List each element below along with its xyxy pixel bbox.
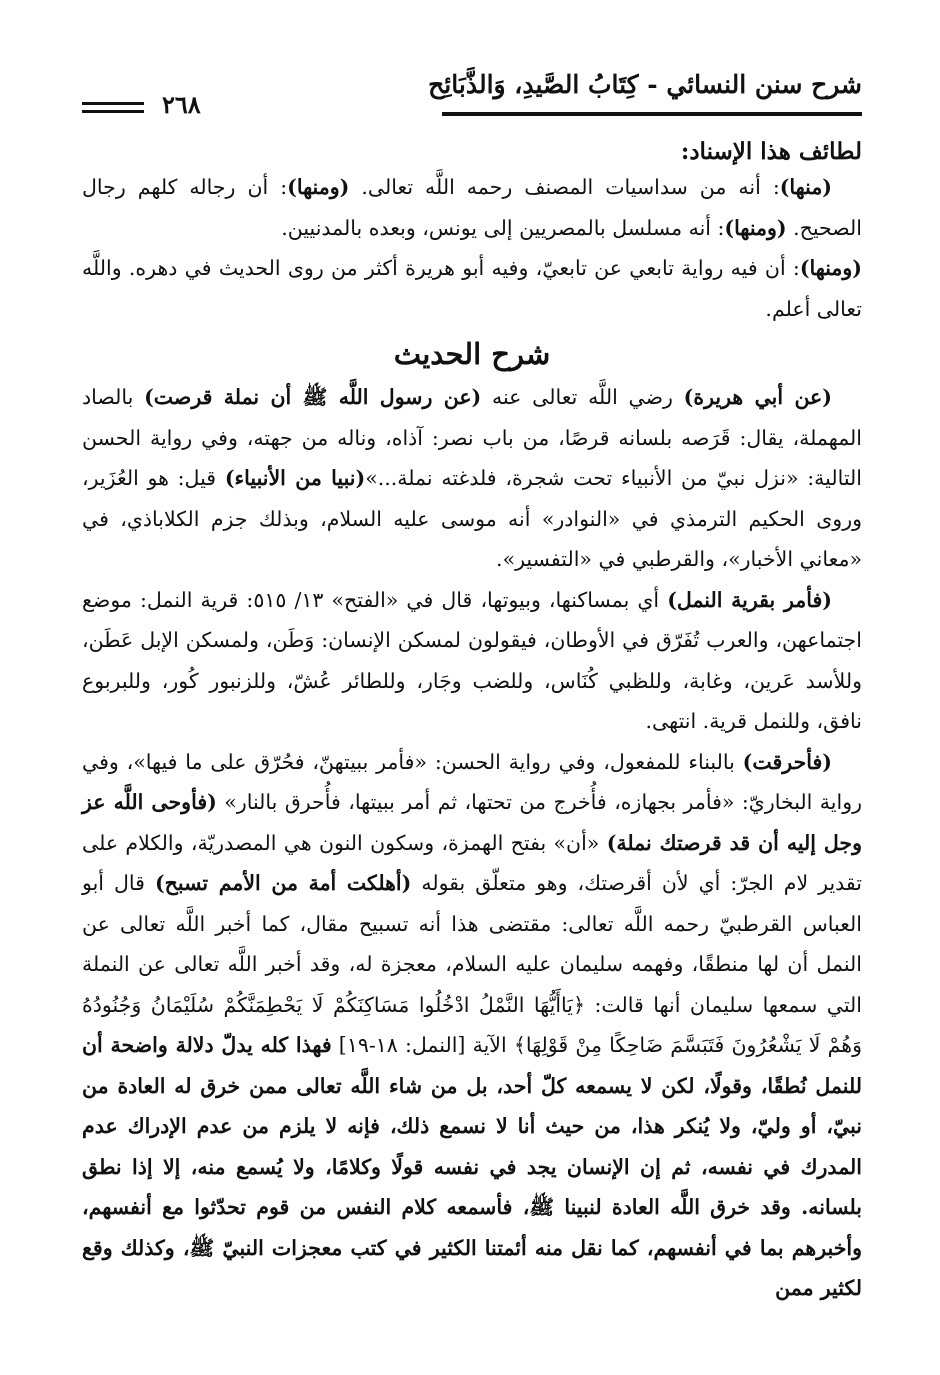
- sharh-heading: شرح الحديث: [393, 337, 551, 371]
- bold-term: (عن أبي هريرة): [683, 385, 832, 409]
- paragraph-text: بالصاد المهملة، يقال: قَرَصه بلسانه قرصًا، من باب نصر: آذاه، وناله من جهته، وفي رواية الحسن التالية: «نزل نبيّ من الأنبياء تحت شجرة، فلدغته نملة...»: [82, 385, 862, 490]
- lataif-paragraph-1: [82, 167, 862, 248]
- paragraph-text: قيل: هو العُزَير، وروى الحكيم الترمذي في «النوادر» أنه موسى عليه السلام، وبذلك جزم الكلاباذي، في «معاني الأخبار»، والقرطبي في «التفسير».: [82, 466, 862, 571]
- paragraph-text: «أن» بفتح الهمزة، وسكون النون هي المصدريّة، والكلام على تقدير لام الجرّ: أي لأن أقرصتك، وهو متعلّق بقوله: [82, 830, 862, 895]
- running-title: شرح سنن النسائي - كِتَابُ الصَّيدِ، وَالذَّبَائِح: [428, 70, 862, 99]
- sharh-paragraph-3: [82, 742, 862, 1309]
- bold-term: (ومنها): [724, 215, 787, 240]
- bold-term: (ومنها): [287, 175, 350, 199]
- paragraph-text: : أنه من سداسيات المصنف رحمه اللَّه تعالى.: [349, 175, 780, 199]
- bold-term: (أهلكت أمة من الأمم تسبح): [154, 871, 412, 895]
- paragraph-text: الآية [النمل: ١٨-١٩]: [331, 1033, 514, 1057]
- paragraph-text: : أن رجاله كلهم رجال الصحيح.: [82, 175, 862, 240]
- paragraph-text: : أنه مسلسل بالمصريين إلى يونس، وبعده بالمدنيين.: [281, 215, 725, 240]
- quran-verse: ﴿يَاأَيُّهَا النَّمْلُ ادْخُلُوا مَسَاكِنَكُمْ لَا يَحْطِمَنَّكُمْ سُلَيْمَانُ وَجُنُودُهُ وَهُمْ لَا يَشْعُرُونَ فَتَبَسَّمَ ضَاحِكًا مِنْ قَوْلِهَا﴾: [82, 992, 863, 1057]
- paragraph-text: أي بمساكنها، وبيوتها، قال في «الفتح» ١٣/ ٥١٥: قرية النمل: موضع اجتماعهن، والعرب تُفَرّق في الأوطان، فيقولون لمسكن الإنسان: وَطَن، ولمسكن الإبل عَطَن، وللأسد عَرين، وغابة، وللظبي كُنَاس، وللضب وجَار، وللطائر عُشّ، وللزنبور كُور، وللبربوع نافق، وللنمل قرية. انتهى.: [82, 587, 862, 733]
- bold-term: (فأوحى اللَّه عز وجل إليه أن قد قرصتك نملة): [82, 790, 862, 855]
- lataif-heading: لطائف هذا الإسناد:: [680, 138, 862, 165]
- paragraph-text: رضي اللَّه تعالى عنه: [481, 385, 684, 409]
- page-number-rule-bottom: [82, 110, 144, 113]
- page-body: [82, 138, 862, 1309]
- bold-term: (ومنها): [799, 256, 862, 280]
- sharh-paragraph-2: [82, 580, 862, 742]
- page-number-rule-top: [82, 102, 144, 105]
- page-number: ٢٦٨: [162, 90, 201, 119]
- bold-term: فهذا كله يدلّ دلالة واضحة أن للنمل نُطقًا، وقولًا، لكن لا يسمعه كلّ أحد، بل من شاء اللَّه تعالى ممن خرق له العادة من نبيّ، أو وليّ، ولا يُنكر هذا، من حيث أنا لا نسمع ذلك، فإنه لا يلزم من عدم الإدراك عدم المدرك في نفسه، ثم إن الإنسان يجد في نفسه قولًا وكلامًا، ولا يُسمع منه، إلا إذا نطق بلسانه. وقد خرق اللَّه العادة لنبينا ﷺ، فأسمعه كلام النفس من قوم تحدّثوا مع أنفسهم، وأخبرهم بما في أنفسهم، كما نقل منه أئمتنا الكثير في كتب معجزات النبيّ ﷺ، وكذلك وقع لكثير ممن: [82, 1033, 862, 1300]
- bold-term: (فأمر بقرية النمل): [667, 587, 832, 612]
- paragraph-text: قال أبو العباس القرطبيّ رحمه اللَّه تعالى: مقتضى هذا أنه تسبيح مقال، كما أخبر اللَّه تعالى عن النمل أن لها منطقًا، وفهمه سليمان عليه السلام، معجزة له، وقد أخبر اللَّه تعالى عن النملة التي سمعها سليمان أنها قالت:: [82, 871, 863, 1017]
- sharh-paragraph-1: [82, 377, 862, 580]
- header-rule: [442, 112, 862, 116]
- bold-term: (عن رسول اللَّه ﷺ أن نملة قرصت): [144, 385, 482, 409]
- paragraph-text: بالبناء للمفعول، وفي رواية الحسن: «فأمر ببيتهنّ، فحُرّق على ما فيها»، وفي رواية البخاريّ: «فأمر بجهازه، فأُخرج من تحتها، ثم أمر ببيتها، فأُحرق بالنار»: [82, 749, 862, 814]
- page-header: [82, 62, 862, 122]
- bold-term: (منها): [779, 175, 832, 199]
- paragraph-text: : أن فيه رواية تابعي عن تابعيّ، وفيه أبو هريرة أكثر من روى الحديث في دهره. واللَّه تعالى أعلم.: [82, 256, 862, 321]
- bold-term: (فأحرقت): [742, 749, 832, 774]
- bold-term: (نبيا من الأنبياء): [224, 466, 366, 490]
- lataif-paragraph-2: [82, 248, 862, 329]
